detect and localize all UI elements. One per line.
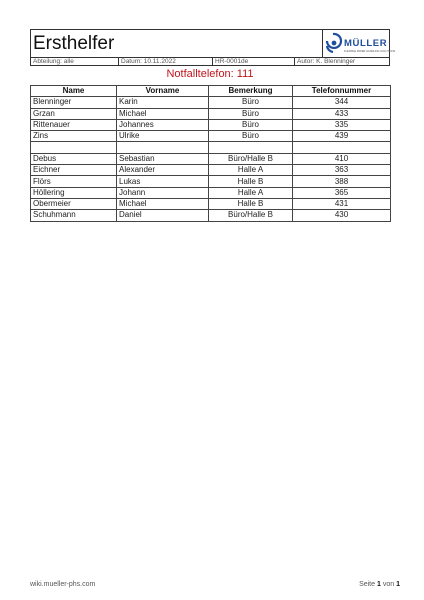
cell-phone: 363	[293, 165, 391, 176]
page-total: 1	[396, 581, 400, 588]
cell-remark: Büro	[209, 97, 293, 108]
cell-name: Grzan	[31, 108, 117, 119]
author-field: Autor: K. Blenninger	[297, 58, 356, 65]
cell-firstname: Johann	[117, 187, 209, 198]
table-row-empty	[31, 142, 391, 153]
cell-firstname: Karin	[117, 97, 209, 108]
table-row	[31, 165, 391, 176]
header-meta-row	[31, 57, 389, 66]
logo-wordmark: MÜLLER	[344, 38, 388, 49]
cell-remark: Büro	[209, 108, 293, 119]
cell-phone: 365	[293, 187, 391, 198]
cell-name: Debus	[31, 153, 117, 164]
cell-name: Rittenauer	[31, 119, 117, 130]
column-header-firstname: Vorname	[117, 86, 209, 97]
cell-name: Eichner	[31, 165, 117, 176]
cell-phone: 410	[293, 153, 391, 164]
page-prefix: Seite	[359, 581, 376, 588]
column-header-name: Name	[31, 86, 117, 97]
emergency-phone: Notfalltelefon: 111	[166, 68, 254, 80]
logo-tagline: FLEXIBLE PAPER HANDLING SOLUTIONS	[344, 50, 396, 53]
cell-name: Obermeier	[31, 198, 117, 209]
cell-remark: Halle B	[209, 198, 293, 209]
cell-remark: Büro/Halle B	[209, 153, 293, 164]
cell-remark: Halle B	[209, 176, 293, 187]
first-aiders-table	[30, 85, 391, 222]
column-header-remark: Bemerkung	[209, 86, 293, 97]
page-sep: von	[382, 581, 395, 588]
cell-remark: Halle A	[209, 187, 293, 198]
cell-phone: 344	[293, 97, 391, 108]
table-row	[31, 119, 391, 130]
document-title: Ersthelfer	[31, 30, 323, 57]
cell-firstname: Alexander	[117, 165, 209, 176]
cell-phone: 335	[293, 119, 391, 130]
cell-phone: 431	[293, 198, 391, 209]
page-indicator	[359, 581, 400, 588]
table-row	[31, 198, 391, 209]
company-logo	[323, 30, 396, 57]
cell-name: Blenninger	[31, 97, 117, 108]
cell-remark	[209, 142, 293, 153]
cell-name: Zins	[31, 131, 117, 142]
cell-name: Höllering	[31, 187, 117, 198]
footer-url[interactable]: wiki.mueller-phs.com	[30, 581, 96, 588]
table-row	[31, 97, 391, 108]
cell-phone: 433	[293, 108, 391, 119]
table-row	[31, 131, 391, 142]
cell-firstname: Michael	[117, 108, 209, 119]
cell-firstname: Johannes	[117, 119, 209, 130]
table-header-row	[31, 86, 391, 97]
cell-firstname: Michael	[117, 198, 209, 209]
date-field: Datum: 10.11.2022	[119, 58, 213, 66]
cell-phone: 430	[293, 210, 391, 221]
cell-name: Flörs	[31, 176, 117, 187]
department-field: Abteilung: alle	[31, 58, 119, 66]
cell-firstname: Daniel	[117, 210, 209, 221]
doc-id-field: HR-0001de	[213, 58, 295, 66]
cell-remark: Büro	[209, 131, 293, 142]
cell-phone: 439	[293, 131, 391, 142]
cell-phone: 388	[293, 176, 391, 187]
table-row	[31, 210, 391, 221]
table-row	[31, 153, 391, 164]
cell-firstname: Ulrike	[117, 131, 209, 142]
cell-remark: Büro	[209, 119, 293, 130]
table-row	[31, 187, 391, 198]
cell-remark: Halle A	[209, 165, 293, 176]
cell-remark: Büro/Halle B	[209, 210, 293, 221]
cell-firstname: Lukas	[117, 176, 209, 187]
page-current: 1	[376, 581, 381, 588]
table-row	[31, 108, 391, 119]
document-header	[30, 29, 396, 66]
cell-phone	[293, 142, 391, 153]
mueller-logo-icon	[323, 30, 396, 57]
column-header-phone: Telefonnummer	[293, 86, 391, 97]
cell-name: Schuhmann	[31, 210, 117, 221]
cell-firstname	[117, 142, 209, 153]
cell-name	[31, 142, 117, 153]
cell-firstname: Sebastian	[117, 153, 209, 164]
table-row	[31, 176, 391, 187]
